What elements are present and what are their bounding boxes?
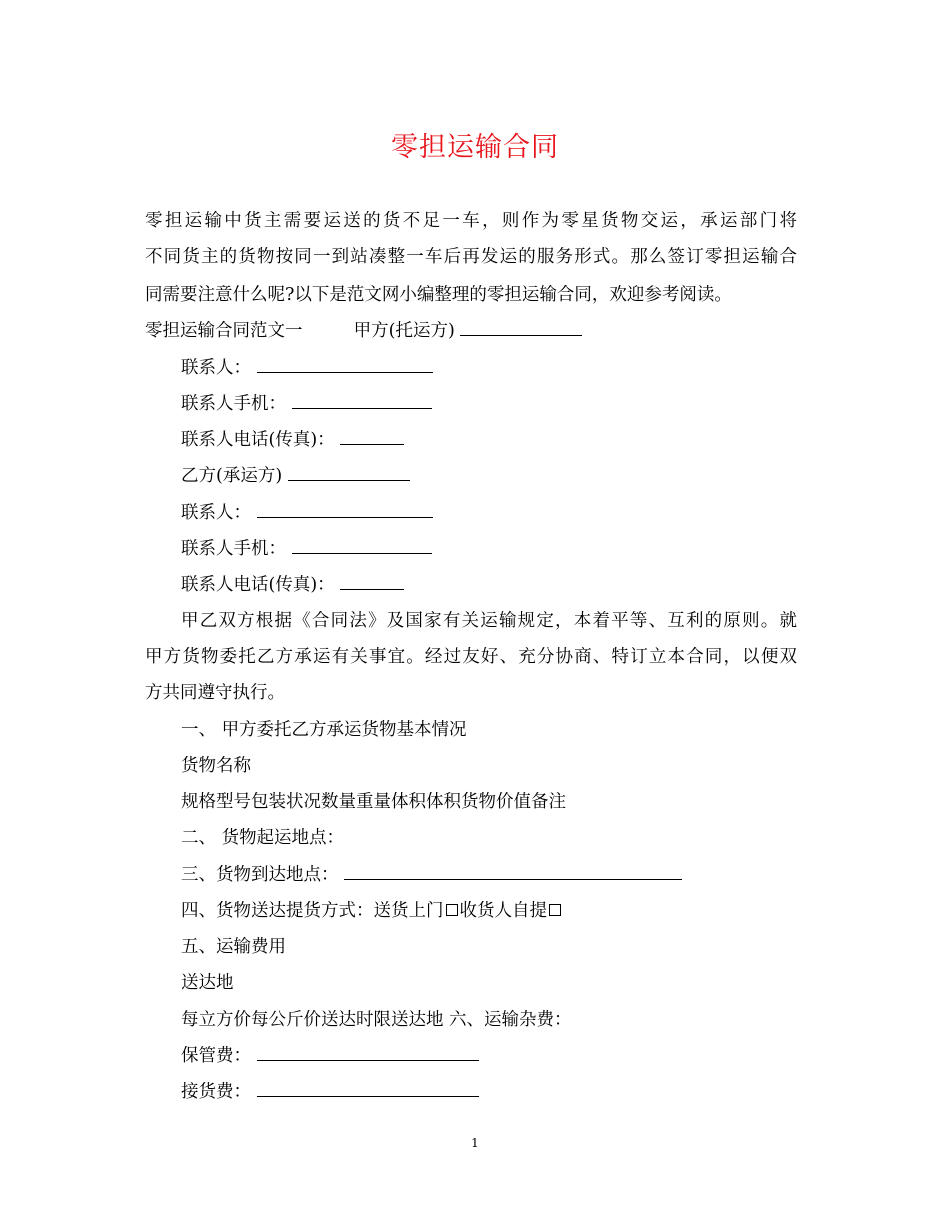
preamble-line-3: 方共同遵守执行。 — [145, 683, 285, 703]
page-number: 1 — [471, 1136, 479, 1150]
section-1-heading: 一、 甲方委托乙方承运货物基本情况 — [181, 720, 467, 740]
section-3-row — [181, 863, 682, 887]
party-b-phone-label: 联系人电话(传真)： — [181, 575, 335, 595]
party-b-row — [181, 464, 410, 488]
storage-fee-blank — [257, 1044, 479, 1061]
party-b-phone-blank — [340, 573, 404, 590]
party-b-mobile-row — [181, 537, 432, 561]
party-b-contact-label: 联系人： — [181, 503, 251, 523]
intro-line-1: 零担运输中货主需要运送的货不足一车，则作为零星货物交运，承运部门将 — [145, 211, 797, 231]
party-b-phone-row — [181, 573, 404, 597]
sample-heading-row — [145, 319, 582, 343]
destination-label: 送达地 — [181, 973, 234, 993]
party-b-label: 乙方(承运方) — [181, 466, 283, 486]
preamble-line-2: 甲方货物委托乙方承运有关事宜。经过友好、充分协商、特订立本合同，以便双 — [145, 647, 797, 667]
party-a-mobile-label: 联系人手机： — [181, 394, 286, 414]
self-pickup-checkbox[interactable] — [549, 904, 561, 916]
party-a-contact-label: 联系人： — [181, 358, 251, 378]
party-b-mobile-label: 联系人手机： — [181, 539, 286, 559]
party-a-phone-label: 联系人电话(传真)： — [181, 430, 335, 450]
sample-heading: 零担运输合同范文一 — [145, 321, 303, 341]
intro-line-2: 不同货主的货物按同一到站凑整一车后再发运的服务形式。那么签订零担运输合 — [145, 247, 797, 267]
party-b-blank — [288, 464, 410, 481]
party-a-contact-blank — [257, 356, 433, 373]
storage-fee-row — [181, 1044, 479, 1068]
party-a-contact-row — [181, 356, 433, 380]
receiving-fee-row — [181, 1080, 479, 1104]
section-4-door-delivery: 四、货物送达提货方式：送货上门 — [181, 901, 444, 921]
receiving-fee-label: 接货费： — [181, 1082, 251, 1102]
party-b-mobile-blank — [292, 537, 432, 554]
storage-fee-label: 保管费： — [181, 1046, 251, 1066]
party-b-contact-row — [181, 501, 433, 525]
preamble-line-1: 甲乙双方根据《合同法》及国家有关运输规定，本着平等、互利的原则。就 — [181, 611, 797, 631]
section-4-self-pickup: 收货人自提 — [459, 901, 547, 921]
goods-columns-line: 规格型号包装状况数量重量体积体积货物价值备注 — [181, 792, 566, 812]
party-a-label: 甲方(托运方) — [353, 321, 455, 341]
destination-blank — [344, 863, 682, 880]
door-delivery-checkbox[interactable] — [446, 904, 458, 916]
party-a-mobile-blank — [292, 392, 432, 409]
section-5-heading: 五、运输费用 — [181, 937, 286, 957]
fee-line: 每立方价每公斤价送达时限送达地 六、运输杂费： — [181, 1010, 572, 1030]
document-title: 零担运输合同 — [391, 132, 559, 163]
goods-name-label: 货物名称 — [181, 756, 251, 776]
party-a-phone-blank — [340, 428, 404, 445]
party-b-contact-blank — [257, 501, 433, 518]
receiving-fee-blank — [257, 1080, 479, 1097]
section-3-heading: 三、货物到达地点： — [181, 865, 339, 885]
party-a-blank — [460, 319, 582, 336]
section-4-row — [181, 899, 563, 923]
party-a-mobile-row — [181, 392, 432, 416]
section-2-heading: 二、 货物起运地点： — [181, 828, 345, 848]
intro-line-3: 同需要注意什么呢?以下是范文网小编整理的零担运输合同，欢迎参考阅读。 — [145, 285, 732, 305]
party-a-phone-row — [181, 428, 404, 452]
